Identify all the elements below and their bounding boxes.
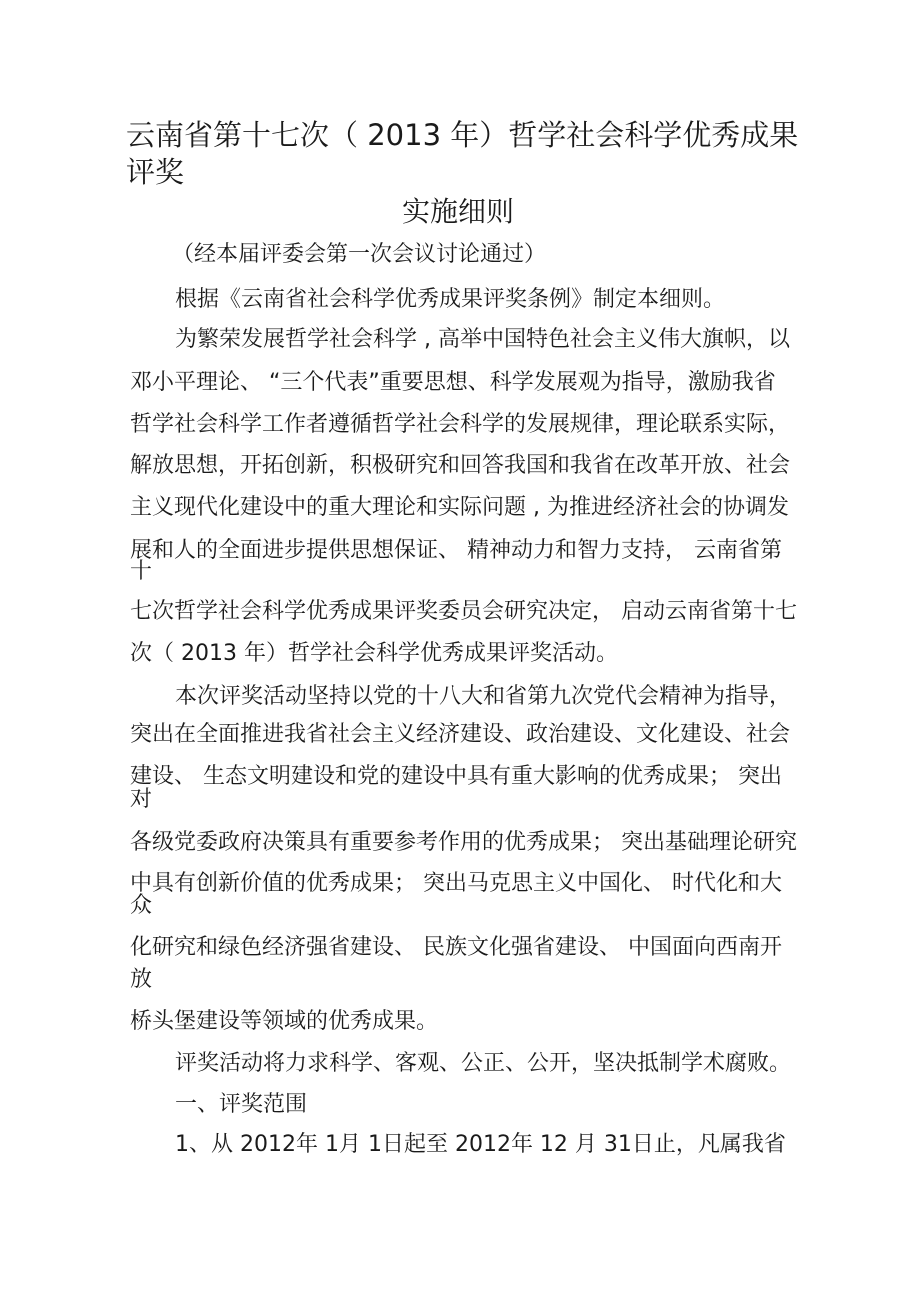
body-line: 七次哲学社会科学优秀成果评奖委员会研究决定， 启动云南省第十七	[130, 599, 797, 624]
body-line: 对	[130, 787, 153, 812]
body-line: 中具有创新价值的优秀成果； 突出马克思主义中国化、 时代化和大	[130, 871, 782, 896]
body-line: 十	[130, 559, 153, 584]
body-line: 建设、 生态文明建设和党的建设中具有重大影响的优秀成果； 突出	[130, 764, 782, 789]
body-line: 次（ 2013 年）哲学社会科学优秀成果评奖活动。	[130, 641, 618, 666]
body-line: 放	[130, 967, 153, 992]
body-line: 邓小平理论、 “三个代表”重要思想、科学发展观为指导，激励我省	[130, 370, 776, 395]
title-line-2: 评奖	[126, 155, 185, 189]
body-line: 突出在全面推进我省社会主义经济建设、政治建设、文化建设、社会	[130, 722, 791, 747]
body-line: 1、从 2012年 1月 1日起至 2012年 12 月 31日止，凡属我省	[175, 1132, 786, 1157]
body-line: 评奖活动将力求科学、客观、公正、公开，坚决抵制学术腐败。	[175, 1051, 792, 1076]
body-line: 化研究和绿色经济强省建设、 民族文化强省建设、 中国面向西南开	[130, 935, 782, 960]
body-line: 桥头堡建设等领域的优秀成果。	[130, 1009, 439, 1034]
body-line: 本次评奖活动坚持以党的十八大和省第九次党代会精神为指导，	[175, 684, 792, 709]
body-line: 展和人的全面进步提供思想保证、 精神动力和智力支持， 云南省第	[130, 538, 782, 563]
body-line: 哲学社会科学工作者遵循哲学社会科学的发展规律，理论联系实际，	[130, 412, 791, 437]
body-line: 为繁荣发展哲学社会科学 , 高举中国特色社会主义伟大旗帜，以	[175, 327, 790, 352]
subtitle: 实施细则	[402, 195, 515, 228]
body-line: 根据《云南省社会科学优秀成果评奖条例》制定本细则。	[175, 287, 726, 312]
body-line: 解放思想，开拓创新，积极研究和回答我国和我省在改革开放、社会	[130, 453, 791, 478]
title-line-1: 云南省第十七次（ 2013 年）哲学社会科学优秀成果	[126, 118, 799, 152]
approval-note: （经本届评委会第一次会议讨论通过）	[172, 242, 547, 267]
body-line: 一、评奖范围	[175, 1092, 308, 1117]
body-line: 主义现代化建设中的重大理论和实际问题 , 为推进经济社会的协调发	[130, 495, 789, 520]
body-line: 各级党委政府决策具有重要参考作用的优秀成果； 突出基础理论研究	[130, 830, 797, 855]
body-line: 众	[130, 893, 153, 918]
